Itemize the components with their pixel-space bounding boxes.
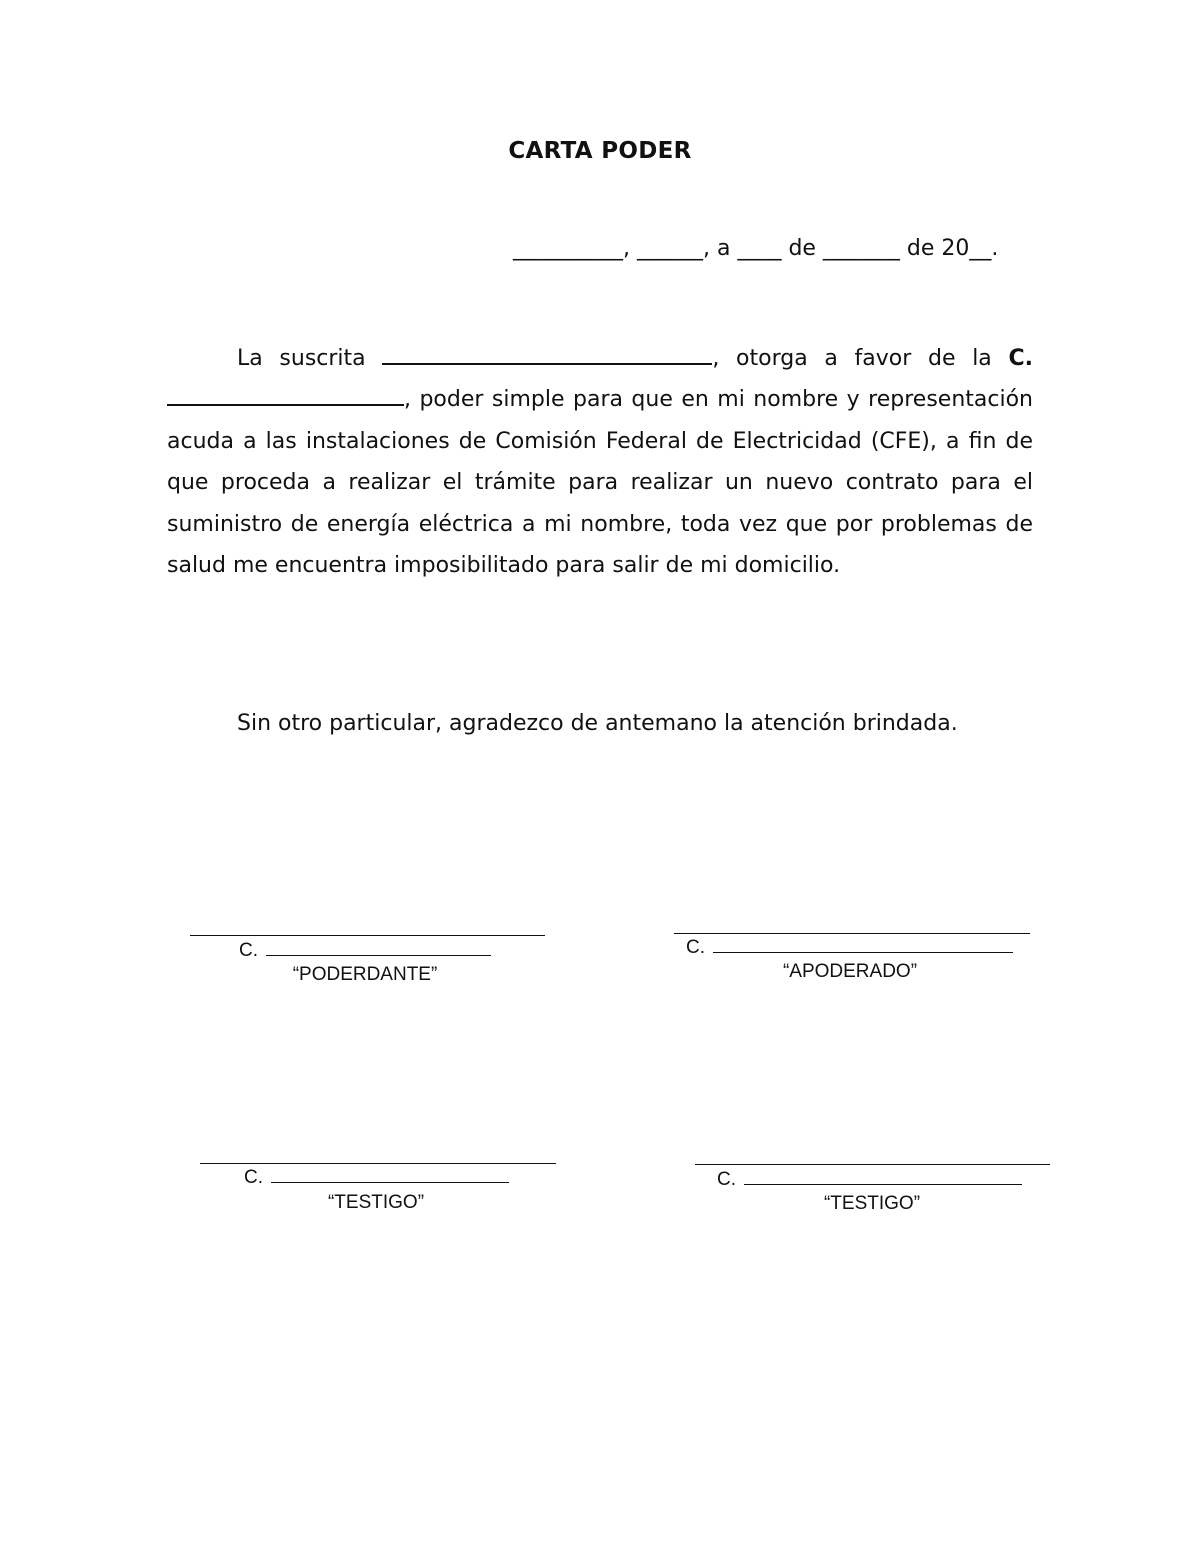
name-blank [271,1182,509,1183]
signature-name-line [717,1169,1022,1191]
signature-prefix: C. [239,940,258,961]
paragraph-part-3: C. [1008,346,1033,371]
signature-line [190,935,545,936]
signature-name-line [686,937,1013,959]
paragraph-part-1: La suscrita [237,346,366,371]
signature-role: “TESTIGO” [327,1192,425,1213]
name-blank [744,1184,1022,1185]
paragraph-part-4: , poder simple para que en mi nombre y representación acuda a las instalaciones de Comisión Federal de Electricidad (CFE), a fin de que proceda a realizar el trámite para realizar un nuevo contrato para el suministro de energía eléctrica a mi nombre, toda vez que por problemas de salud me encuentra imposibilitado para salir de mi domicilio. [167,387,1033,579]
signature-line [674,933,1030,934]
attorney-name-blank [167,404,404,406]
paragraph-part-2: , otorga a favor de la [712,346,992,371]
signature-prefix: C. [244,1167,263,1188]
signature-prefix: C. [686,937,705,958]
date-line: __________, ______, a ____ de _______ de 20__. [513,236,999,261]
signature-name-line [239,940,491,962]
signature-role: “PODERDANTE” [292,964,438,985]
signature-role: “APODERADO” [782,961,918,982]
signature-line [695,1164,1050,1165]
document-title: CARTA PODER [508,138,692,164]
body-paragraph [167,338,1033,586]
grantor-name-blank [382,363,712,365]
signature-name-line [244,1167,509,1189]
closing-sentence: Sin otro particular, agradezco de antemano la atención brindada. [237,711,958,736]
name-blank [266,955,491,956]
signature-role: “TESTIGO” [823,1193,921,1214]
name-blank [713,952,1013,953]
signature-line [200,1163,556,1164]
signature-prefix: C. [717,1169,736,1190]
